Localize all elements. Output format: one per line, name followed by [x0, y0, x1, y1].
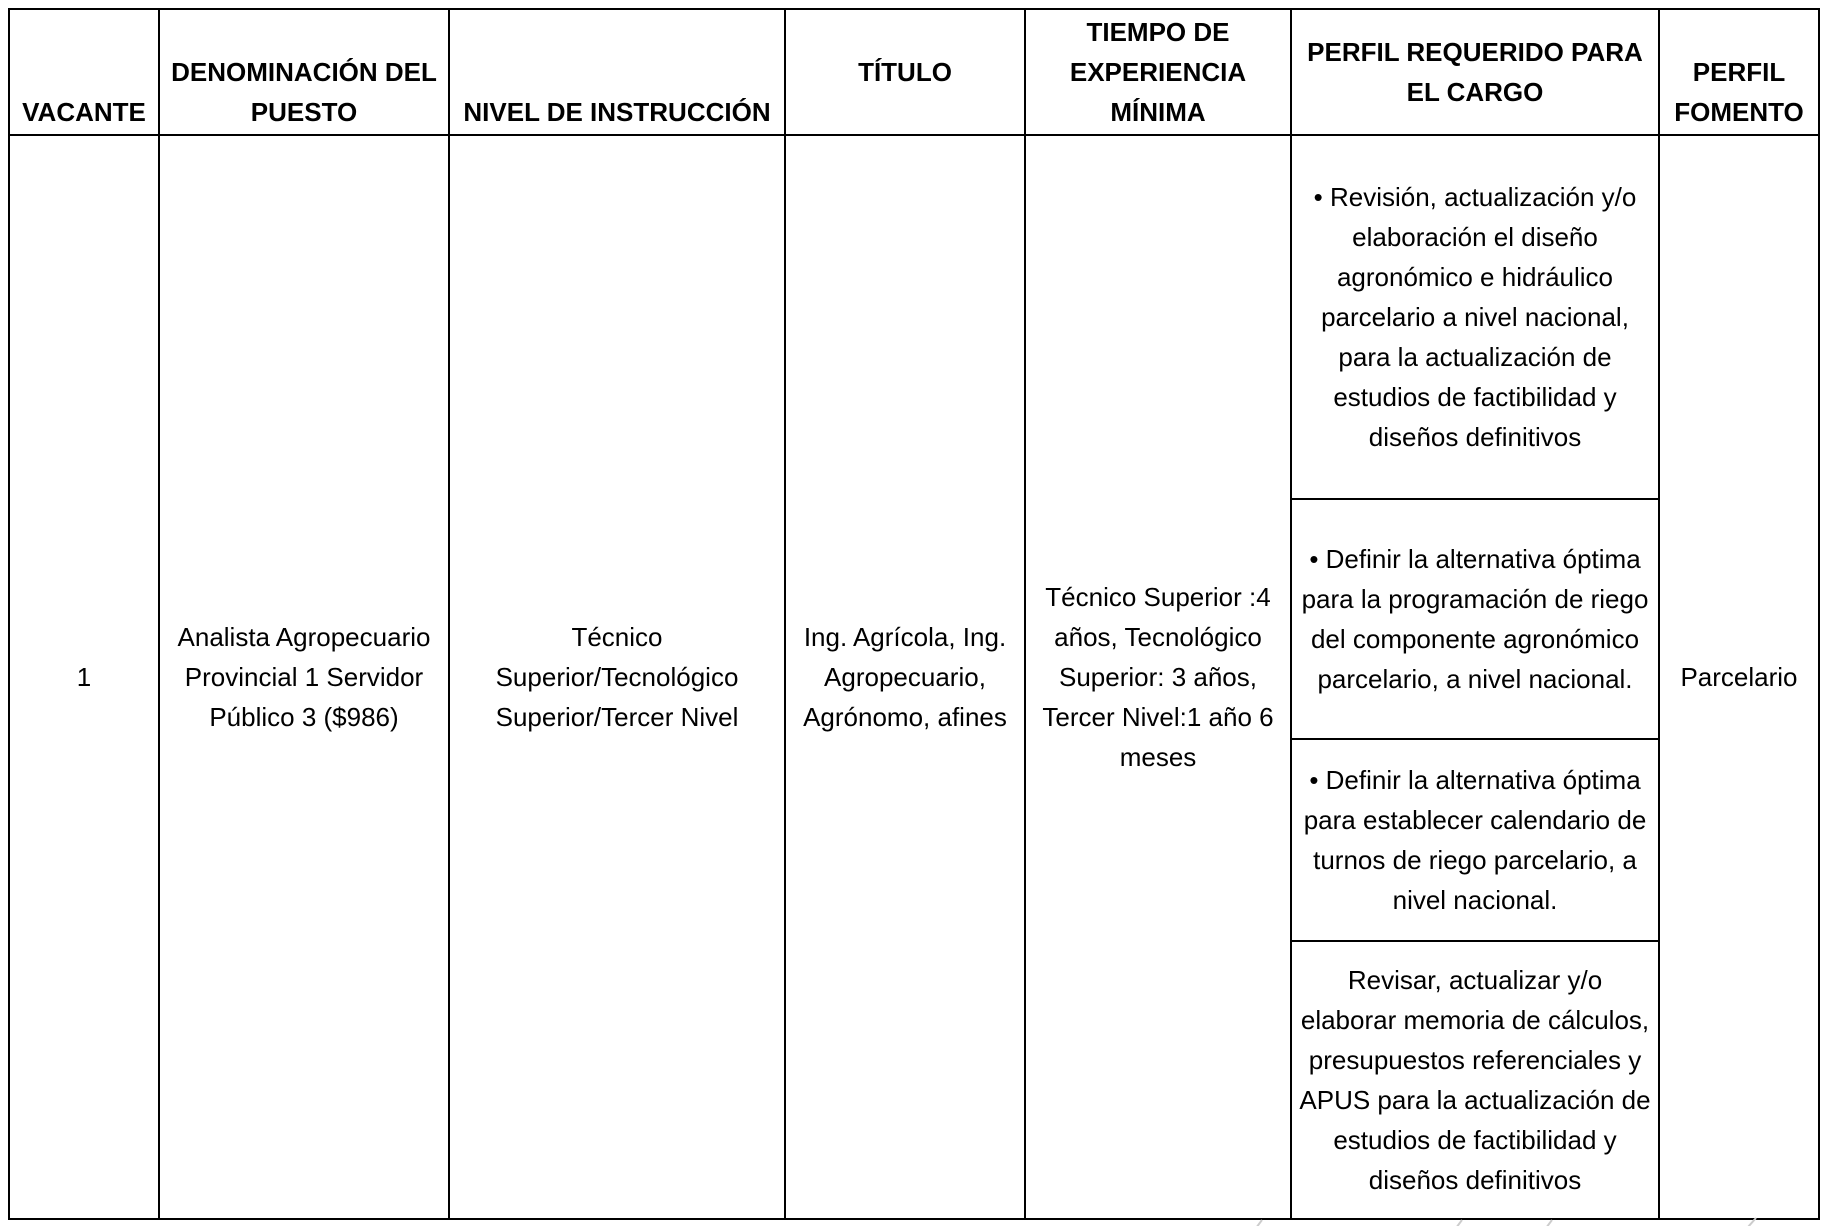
table-header: [9, 9, 1819, 135]
cell-perfil-item: • Definir la alternativa óptima para la programación de riego del componente agronómico parcelario, a nivel nacional.: [1291, 499, 1659, 739]
cell-perfil-fomento: Parcelario: [1659, 135, 1819, 1219]
cell-tiempo-experiencia: Técnico Superior :4 años, Tecnológico Superior: 3 años, Tercer Nivel:1 año 6 meses: [1025, 135, 1291, 1219]
header-nivel-instruccion: NIVEL DE INSTRUCCIÓN: [449, 9, 785, 135]
cell-nivel-instruccion: Técnico Superior/Tecnológico Superior/Tercer Nivel: [449, 135, 785, 1219]
table-body: [9, 135, 1819, 1219]
cell-vacante: 1: [9, 135, 159, 1219]
header-perfil-requerido: PERFIL REQUERIDO PARA EL CARGO: [1291, 9, 1659, 135]
vacancy-table: [8, 8, 1820, 1220]
table-row: [9, 135, 1819, 499]
header-perfil-fomento: PERFIL FOMENTO: [1659, 9, 1819, 135]
header-vacante: VACANTE: [9, 9, 159, 135]
header-tiempo-experiencia: TIEMPO DE EXPERIENCIA MÍNIMA: [1025, 9, 1291, 135]
header-denominacion: DENOMINACIÓN DEL PUESTO: [159, 9, 449, 135]
cell-perfil-item: • Definir la alternativa óptima para establecer calendario de turnos de riego parcelario, a nivel nacional.: [1291, 739, 1659, 941]
cell-titulo: Ing. Agrícola, Ing. Agropecuario, Agrónomo, afines: [785, 135, 1025, 1219]
cell-perfil-item: Revisar, actualizar y/o elaborar memoria de cálculos, presupuestos referenciales y APUS para la actualización de estudios de factibilidad y diseños definitivos: [1291, 941, 1659, 1219]
cell-denominacion: Analista Agropecuario Provincial 1 Servidor Público 3 ($986): [159, 135, 449, 1219]
header-titulo: TÍTULO: [785, 9, 1025, 135]
header-row: [9, 9, 1819, 135]
cell-perfil-item: • Revisión, actualización y/o elaboración el diseño agronómico e hidráulico parcelario a nivel nacional, para la actualización de estudios de factibilidad y diseños definitivos: [1291, 135, 1659, 499]
